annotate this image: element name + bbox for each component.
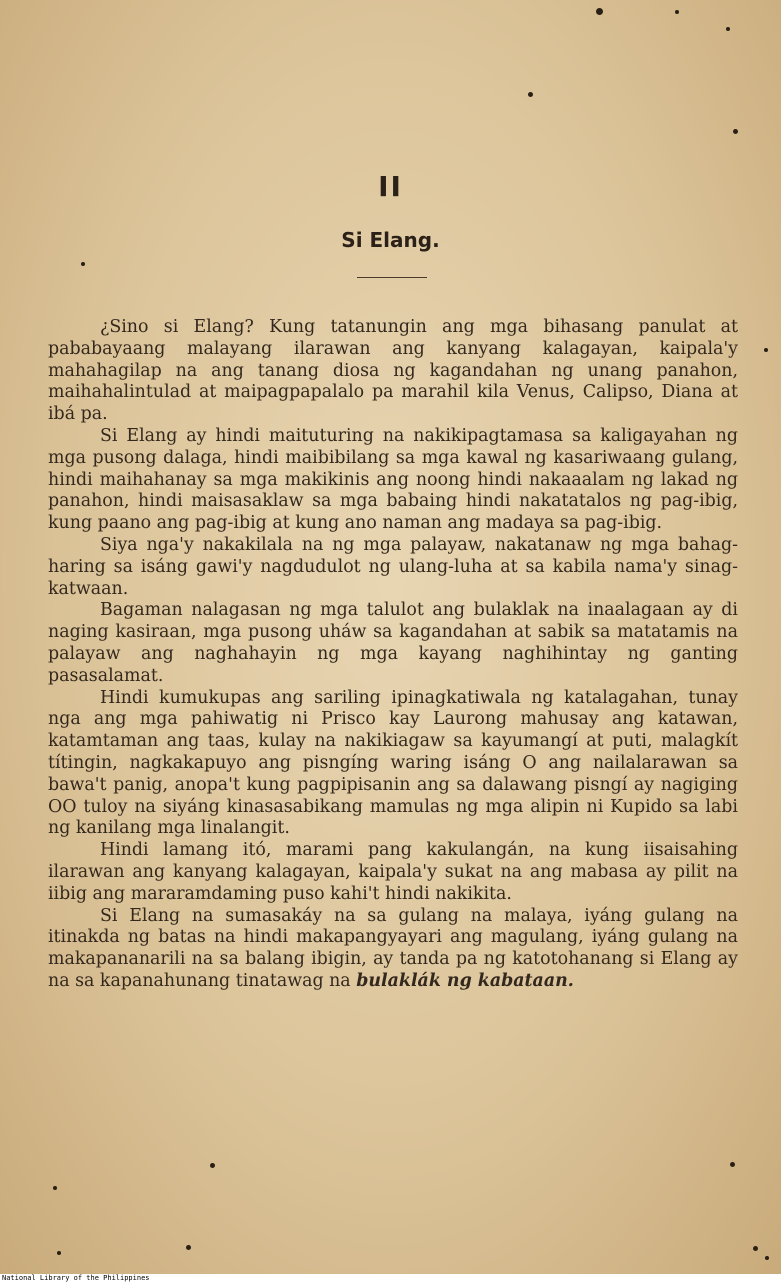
paper-speck <box>528 92 533 97</box>
paper-speck <box>186 1245 191 1250</box>
paper-speck <box>730 1162 735 1167</box>
paper-speck <box>675 10 679 14</box>
paper-speck <box>726 27 730 31</box>
paragraph: Si Elang ay hindi maituturing na nakikipagtamasa sa kaligayahan ng mga pusong dalaga, hindi maibibilang sa mga kawal ng kasariwaang gulang, hindi maihahanay sa mga makikinis ang noong hindi nakaaalam ng lakad ng panahon, hindi maisasaklaw sa mga babaing hindi nakatatalos ng pag-ibig, kung paano ang pag-ibig at kung ano naman ang madaya sa pag-ibig. <box>48 425 738 534</box>
paragraph: Siya nga'y nakakilala na ng mga palayaw, nakatanaw ng mga bahag-haring sa isáng gawi'y nagdudulot ng ulang-luha at sa kabila nama'y sinag-katwaan. <box>48 534 738 599</box>
library-credit: National Library of the Philippines <box>0 1274 781 1283</box>
paper-speck <box>753 1246 758 1251</box>
paper-speck <box>53 1186 57 1190</box>
paragraph: Bagaman nalagasan ng mga talulot ang bulaklak na inaalagaan ay di naging kasiraan, mga pusong uháw sa kagandahan at sabik sa matatamis na palayaw ang naghahayin ng mga kayang naghihintay ng ganting pasasalamat. <box>48 600 738 686</box>
chapter-title: Si Elang. <box>341 228 440 252</box>
paragraph: Hindi kumukupas ang sariling ipinagkatiwala ng katalagahan, tunay nga ang mga pahiwatig ni Prisco kay Laurong mahusay ang katawan, katamtaman ang taas, kulay na nakikiagaw sa kayumangí at puti, malagkít títingin, nagkakapuyo ang pisngíng waring isáng O ang nailalarawan sa bawa't panig, anopa't kung pagpipisanin ang sa dalawang pisngí ay nagiging OO tuloy na siyáng kinasasabikang mamulas ng mga alipin ni Kupido sa labi ng kanilang mga linalangit. <box>48 687 738 839</box>
title-divider <box>357 277 427 278</box>
paragraph-final <box>48 906 738 993</box>
paper-speck <box>764 348 768 352</box>
chapter-body <box>48 317 738 993</box>
paragraph: Hindi lamang itó, marami pang kakulangán, na kung iisaisahing ilarawan ang kanyang kalagayan, kaipala'y sukat na ang mabasa ay pilit na iibig ang mararamdaming puso kahi't hindi nakikita. <box>48 840 738 904</box>
paper-speck <box>596 8 603 15</box>
closing-emphasis: bulaklák ng kabataan. <box>356 970 574 991</box>
paragraph-final-text: Si Elang na sumasakáy na sa gulang na malaya, iyáng gulang na itinakda ng batas na hindi makapangyayari ang magulang, iyáng gulang na makapananarili na sa balang ibigin, ay tanda pa ng katotohanang si Elang ay na sa kapanahunang tinatawag na <box>48 905 738 991</box>
paper-speck <box>210 1163 215 1168</box>
paper-speck <box>765 1256 769 1260</box>
paragraph: ¿Sino si Elang? Kung tatanungin ang mga bihasang panulat at pababayaang malayang ilarawan ang kanyang kalagayan, kaipala'y mahahagilap na ang tanang diosa ng kagandahan ng unang panahon, maihahalintulad at maipagpapalalo pa marahil kila Venus, Calipso, Diana at ibá pa. <box>48 317 738 425</box>
paper-speck <box>733 129 738 134</box>
paper-speck <box>57 1251 61 1255</box>
paper-speck <box>81 262 85 266</box>
chapter-number: II <box>378 170 403 203</box>
